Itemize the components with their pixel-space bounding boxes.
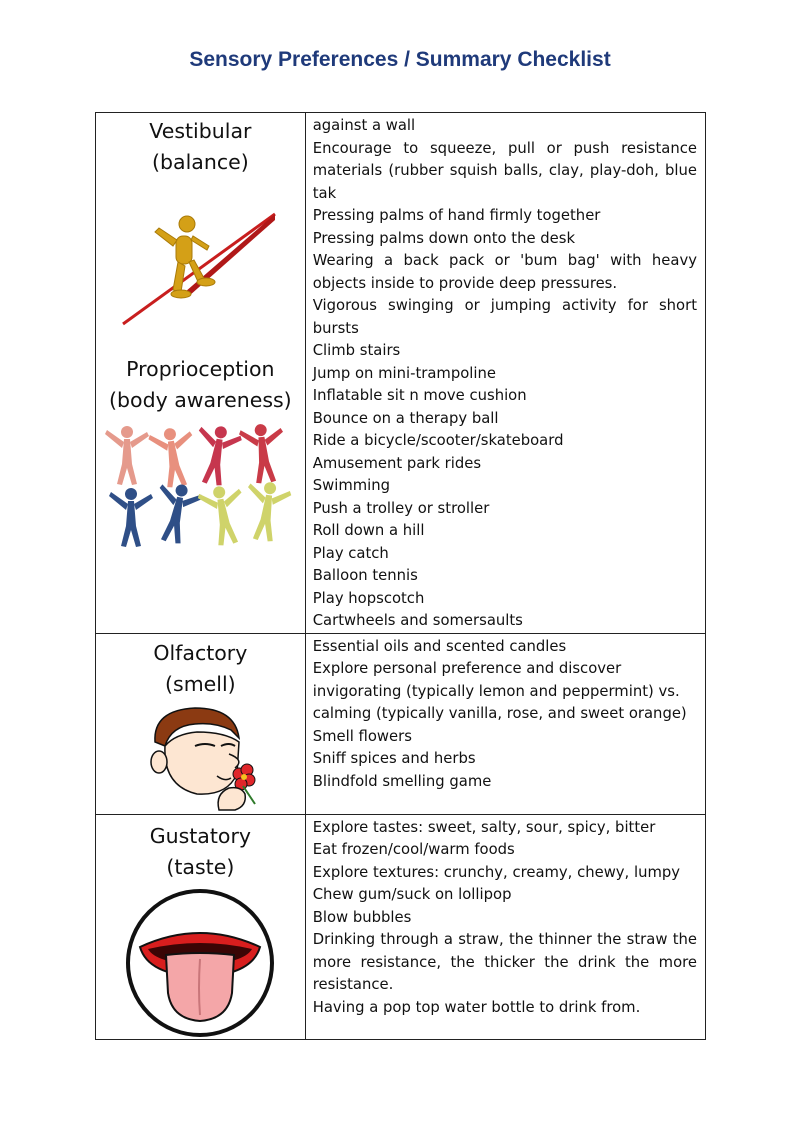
sense-subheading: (smell) <box>165 671 236 696</box>
list-item: Explore tastes: sweet, salty, sour, spicy, bitter <box>312 818 656 836</box>
activities-cell-gustatory <box>305 814 705 1039</box>
list-item: Eat frozen/cool/warm foods <box>312 841 515 858</box>
list-item: Blindfold smelling game <box>312 772 492 790</box>
list-item: Essential oils and scented candles <box>312 637 567 655</box>
sense-cell-vestibular <box>96 113 306 634</box>
sense-heading: Vestibular <box>149 119 252 143</box>
list-item: Explore personal preference and discover invigorating (typically lemon and peppermint) vs. calming (typically vanilla, rose, and sweet orange) <box>312 660 687 722</box>
list-item: Blow bubbles <box>312 908 412 926</box>
list-item: Balloon tennis <box>312 567 418 584</box>
activities-cell-olfactory <box>305 633 705 814</box>
checklist-table <box>95 112 706 1040</box>
sense-cell-gustatory <box>96 814 306 1039</box>
list-item: Encourage to squeeze, pull or push resistance materials (rubber squish balls, clay, play-doh, blue tak <box>312 139 697 202</box>
list-item: Push a trolley or stroller <box>312 499 490 517</box>
list-item: Climb stairs <box>312 342 401 359</box>
sense-subheading: (balance) <box>152 150 249 174</box>
list-item: Pressing palms down onto the desk <box>312 229 576 247</box>
list-item: Drinking through a straw, the thinner the straw the more resistance, the thicker the drink the more resistance. <box>312 931 697 993</box>
sense-heading: Olfactory <box>153 640 248 665</box>
sense-subheading: (taste) <box>166 854 235 879</box>
list-item: Ride a bicycle/scooter/skateboard <box>312 432 564 449</box>
table-row <box>96 814 706 1039</box>
list-item: Swimming <box>312 477 391 494</box>
list-item: Smell flowers <box>312 727 412 745</box>
list-item: Having a pop top water bottle to drink from. <box>312 998 641 1016</box>
list-item: Wearing a back pack or 'bum bag' with heavy objects inside to provide deep pressures. <box>312 252 697 292</box>
sense-cell-olfactory <box>96 633 306 814</box>
activities-cell-vestibular <box>305 113 705 634</box>
list-item: Pressing palms of hand firmly together <box>312 207 601 224</box>
page-title: Sensory Preferences / Summary Checklist <box>189 48 611 71</box>
sense-heading: Gustatory <box>149 823 252 848</box>
list-item: Bounce on a therapy ball <box>312 409 499 427</box>
list-item: Cartwheels and somersaults <box>312 612 523 629</box>
list-item: Explore textures: crunchy, creamy, chewy, lumpy <box>312 863 681 881</box>
mouth-tongue-icon <box>122 889 278 1039</box>
table-row <box>96 113 706 634</box>
sense-subheading: (body awareness) <box>109 388 292 412</box>
list-item: Inflatable sit n move cushion <box>312 387 527 404</box>
table-row <box>96 633 706 814</box>
gold-figure-on-slope-icon <box>115 206 285 336</box>
list-item: against a wall <box>312 117 416 134</box>
list-item: Play catch <box>312 544 389 562</box>
list-item: Sniff spices and herbs <box>312 750 476 767</box>
dancing-people-icon <box>105 424 295 554</box>
activity-list <box>306 634 705 794</box>
list-item: Roll down a hill <box>312 522 425 539</box>
list-item: Play hopscotch <box>312 589 425 607</box>
boy-smelling-flower-icon <box>135 702 265 812</box>
list-item: Chew gum/suck on lollipop <box>312 886 512 903</box>
sense-heading: Proprioception <box>126 357 275 381</box>
list-item: Amusement park rides <box>312 454 482 472</box>
activity-list <box>306 113 705 633</box>
list-item: Vigorous swinging or jumping activity for short bursts <box>312 297 697 337</box>
activity-list <box>306 815 705 1020</box>
list-item: Jump on mini-trampoline <box>312 364 496 382</box>
